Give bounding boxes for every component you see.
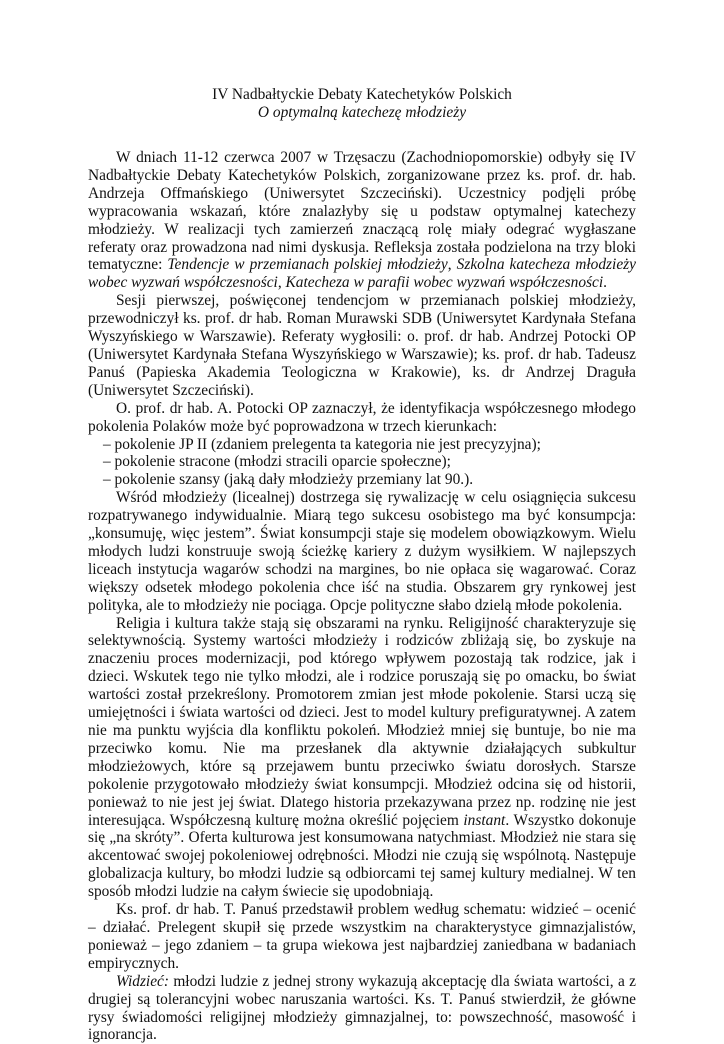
page-title: IV Nadbałtyckie Debaty Katechetyków Polskich [212,86,512,103]
intro-text: W dniach 11-12 czerwca 2007 w Trzęsaczu (Zachodniopomorskie) odbyły się IV Nadbałtyckie Debaty Katechetyków Polskich, zorganizowane przez ks. prof. dr. hab. Andrzeja Offmańskiego (Uniwersytet Szczeciński). Uczestnicy podjęli próbę wypracowania wskazań, które znalazłyby się u podstaw optymalnej katechezy młodzieży. W realizacji tych zamierzeń znaczącą rolę miały odegrać wygłaszane referaty oraz prowadzona nad nimi dyskusja. Refleksja została podzielona na trzy bloki tematyczne: [88,149,636,274]
paragraph-widziec [88,973,636,1044]
paragraph-intro [88,149,636,292]
paragraph-religion-culture [88,615,636,902]
paragraph-session-one: Sesji pierwszej, poświęconej tendencjom w przemianach polskiej młodzieży, przewodniczył ks. prof. dr hab. Roman Murawski SDB (Uniwersytet Kardynała Stefana Wyszyńskiego w Warszawie). Referaty wygłosili: o. prof. dr hab. Andrzej Potocki OP (Uniwersytet Kardynała Stefana Wyszyńskiego w Warszawie); ks. prof. dr hab. Tadeusz Panuś (Papieska Akademia Teologiczna w Krakowie), ks. dr Andrzej Draguła (Uniwersytet Szczeciński). [88,292,636,399]
list-item: – pokolenie szansy (jaką dały młodzieży przemiany lat 90.). [103,471,474,489]
separator: , [277,274,286,292]
culture-text-b: . Wszystko dokonuje się „na skróty”. Oferta kulturowa jest konsumowana natychmiast. Młodzież nie stara się akcentować swojej pokoleniowej odrębności. Młodzi nie czują się wspólnotą. Następuje globalizacja kultury, bo młodzi ludzie są odbiorcami tej samej kultury medialnej. W ten sposób młodzi ludzie na całym świecie się upodobniają. [88,811,636,901]
theme-block-1: Tendencje w przemianach polskiej młodzieży [167,256,448,274]
widziec-text: młodzi ludzie z jednej strony wykazują akceptację dla świata wartości, a z drugiej są tolerancyjni wobec naruszania wartości. Ks. T. Panuś stwierdził, że główne rysy świadomości religijnej młodzieży gimnazjalnej, to: powszechność, masowość i ignorancja. [88,972,636,1044]
term-instant: instant [463,811,506,829]
theme-block-2: Szkolna katecheza młodzieży wobec wyzwań współczesności [88,256,636,292]
culture-text-a: Religia i kultura także stają się obszarami na rynku. Religijność charakteryzuje się selektywnością. Systemy wartości młodzieży i rodziców zbliżają się, bo zyskuje na znaczeniu proces modernizacji, pod którego wpływem pozostają tak rodzice, jak i dzieci. Wskutek tego nie tylko młodzi, ale i rodzice poruszają się po omacku, bo świat wartości został przekreślony. Promotorem zmian jest młode pokolenie. Starsi uczą się umiejętności i świata wartości od dzieci. Jest to model kultury prefiguratywnej. A zatem nie ma punktu wyjścia dla konfliktu pokoleń. Młodzież mniej się buntuje, bo nie ma przeciwko komu. Nie ma przesłanek dla aktywnie działających subkultur młodzieżowych, które są przejawem buntu przeciwko światu dorosłych. Starsze pokolenie przygotowało młodzieży świat konsumpcji. Młodzież odcina się od historii, ponieważ to nie jest jej świat. Dlatego historia przekazywana przez np. rodzinę nie jest interesująca. Współczesną kulturę można określić pojęciem [88,614,636,829]
period: . [603,274,608,292]
list-item: – pokolenie JP II (zdaniem prelegenta ta kategoria nie jest precyzyjna); [103,435,541,453]
page-subtitle: O optymalną katechezę młodzieży [257,104,467,121]
theme-block-3: Katecheza w parafii wobec wyzwań współczesności [285,274,604,292]
widziec-label: Widzieć: [116,972,169,990]
paragraph-potocki: O. prof. dr hab. A. Potocki OP zaznaczył, że identyfikacja współczesnego młodego pokolenia Polaków może być poprowadzona w trzech kierunkach: [88,399,636,435]
paragraph-panus: Ks. prof. dr hab. T. Panuś przedstawił problem według schematu: widzieć – ocenić – działać. Prelegent skupił się przede wszystkim na charakterystyce gimnazjalistów, ponieważ – jego zdaniem – ta grupa wiekowa jest najbardziej zaniedbana w badaniach empirycznych. [88,901,636,972]
document-page [88,86,636,1044]
paragraph-consumption: Wśród młodzieży (licealnej) dostrzega się rywalizację w celu osiągnięcia sukcesu rozpatrywanego indywidualnie. Miarą tego sukcesu osobistego ma być konsumpcja: „konsumuję, więc jestem”. Świat konsumpcji staje się modelem obowiązkowym. Wielu młodych ludzi konstruuje swoją ścieżkę kariery z dużym wysiłkiem. W najlepszych liceach instytucja wagarów schodzi na margines, bo nie opłaca się wagarować. Coraz większy odsetek młodego pokolenia chce iść na studia. Obszarem gry rynkowej jest polityka, ale to młodzieży nie pociąga. Opcje polityczne słabo dzielą młode pokolenia. [88,489,636,614]
separator: , [447,256,457,274]
list-item: – pokolenie stracone (młodzi stracili oparcie społeczne); [103,453,451,471]
